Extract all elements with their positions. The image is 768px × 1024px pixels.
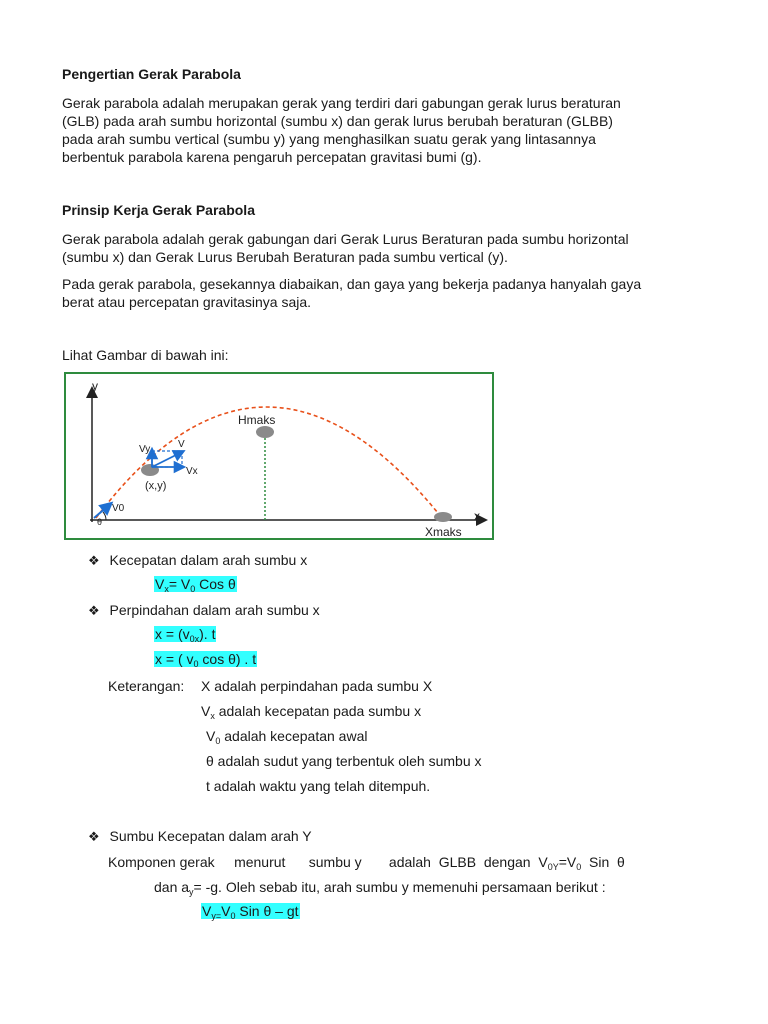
formula-part: Cos θ [195,576,236,592]
formula-part: x = (v [155,626,190,642]
projectile-motion-figure [64,372,494,540]
text-part: adalah kecepatan awal [220,728,368,744]
formula-x2 [154,651,257,669]
bullet-item-kecepatan-x [88,551,307,570]
theta-label: θ [97,517,103,527]
formula-highlight [154,626,216,642]
text-line: (GLB) pada arah sumbu horizontal (sumbu x) dan gerak lurus berubah beraturan (GLBB) [62,113,613,129]
formula-part: V [155,576,165,592]
keterangan-label: Keterangan: [108,678,185,694]
formula-highlight [201,903,300,919]
formula-sub: x [164,584,169,594]
keterangan-line: t adalah waktu yang telah ditempuh. [206,778,431,794]
figure-canvas [66,374,496,542]
text-line: (sumbu x) dan Gerak Lurus Berubah Beraturan pada sumbu vertical (y). [62,249,508,265]
text-part: Sin θ [581,854,625,870]
v0-label: V0 [112,503,125,514]
keterangan-line [206,727,367,750]
formula-sub: 0 [230,911,236,921]
ball-at-xmaks [434,512,452,522]
paragraph-pengertian [62,94,621,166]
bullet-label: Perpindahan dalam arah sumbu x [109,602,320,618]
text-sub: 0 [576,862,582,872]
v-label: V [178,439,185,450]
text-part: dan a [154,879,190,895]
bullet-label: Kecepatan dalam arah sumbu x [109,552,308,568]
text-line: Pada gerak parabola, gesekannya diabaikan, dan gaya yang bekerja padanya hanyalah gaya [62,276,642,292]
bullet-diamond-icon: ❖ [88,829,100,844]
paragraph-prinsip-1 [62,230,629,266]
formula-part: cos θ) . t [198,651,257,667]
formula-part: ). t [199,626,216,642]
text-sub: y [189,887,194,897]
see-figure-text: Lihat Gambar di bawah ini: [62,347,229,363]
formula-x1 [154,626,216,644]
formula-part: = V [168,576,191,592]
text-part: Komponen gerak menurut sumbu y adalah GLBB dengan V [108,854,548,870]
text-part: V [201,703,211,719]
formula-part: V [221,903,231,919]
formula-part: x = ( v [155,651,194,667]
keterangan-line: X adalah perpindahan pada sumbu X [201,678,433,694]
x-axis-label: x [474,509,480,523]
paragraph-prinsip-2 [62,275,641,311]
v-vector [152,453,180,467]
bullet-diamond-icon: ❖ [88,603,100,618]
xmaks-label: Xmaks [425,525,462,539]
text-line: pada arah sumbu vertical (sumbu y) yang menghasilkan suatu gerak yang lintasannya [62,131,596,147]
text-part: = -g. Oleh sebab itu, arah sumbu y memenuhi persamaan berikut : [193,879,606,895]
y-axis-label: y [92,379,98,393]
keterangan-line: θ adalah sudut yang terbentuk oleh sumbu x [206,753,482,769]
text-part: adalah kecepatan pada sumbu x [214,703,422,719]
text-part: =V [558,854,577,870]
hmaks-label: Hmaks [238,413,276,427]
ball-at-hmaks [256,426,274,438]
formula-vx [154,576,237,594]
text-line: Gerak parabola adalah merupakan gerak yang terdiri dari gabungan gerak lurus beraturan [62,95,621,111]
text-line: berbentuk parabola karena pengaruh percepatan gravitasi bumi (g). [62,149,482,165]
bullet-item-perpindahan-x [88,601,320,620]
formula-part: Sin θ – gt [235,903,299,919]
formula-part: V [202,903,212,919]
text-sub: x [210,711,215,721]
dan-ay-line [154,878,606,901]
komponen-gerak-line [108,853,625,876]
formula-sub: 0 [193,659,199,669]
formula-highlight [154,576,237,592]
text-sub: 0Y [547,862,559,872]
section-title-prinsip: Prinsip Kerja Gerak Parabola [62,202,255,218]
formula-sub: 0 [190,584,196,594]
bullet-label: Sumbu Kecepatan dalam arah Y [109,828,312,844]
vx-label: Vx [186,466,198,477]
point-label: (x,y) [145,480,167,492]
section-title-pengertian: Pengertian Gerak Parabola [62,66,241,82]
formula-vy [201,903,300,921]
text-sub: 0 [215,736,221,746]
text-part: V [206,728,216,744]
formula-sub: y= [211,911,222,921]
text-line: Gerak parabola adalah gerak gabungan dari Gerak Lurus Beraturan pada sumbu horizontal [62,231,629,247]
text-line: berat atau percepatan gravitasinya saja. [62,294,312,310]
formula-sub: 0x [189,634,200,644]
keterangan-line [201,702,421,725]
bullet-diamond-icon: ❖ [88,553,100,568]
bullet-item-kecepatan-y [88,827,312,846]
theta-arc [103,512,106,520]
formula-highlight [154,651,257,667]
vy-label: Vy [139,444,151,455]
